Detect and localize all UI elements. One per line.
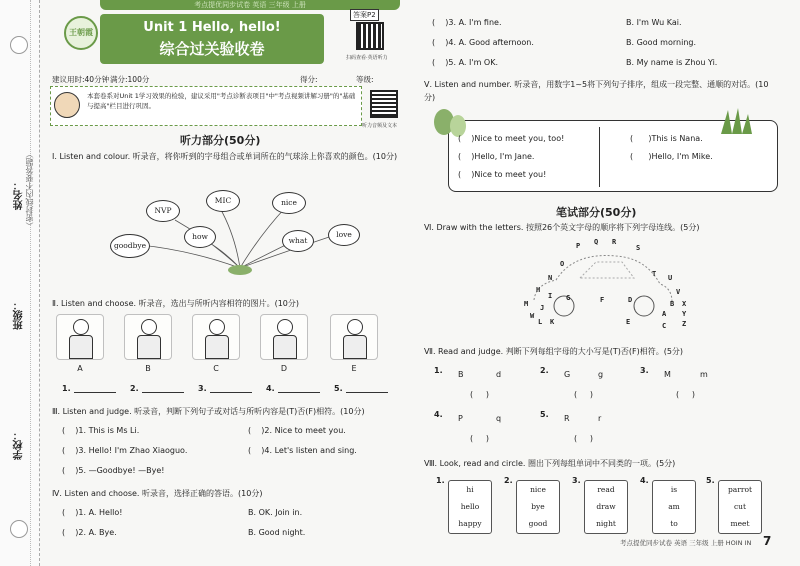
- answer-blank-2[interactable]: 2.: [130, 384, 184, 393]
- number-item-2[interactable]: ( )Hello, I'm Jane.: [458, 152, 535, 161]
- choice-item-3[interactable]: ( )3. A. I'm fine.: [432, 18, 502, 27]
- pair-lower: q: [496, 414, 502, 423]
- audio-qr-caption: 听力音频及文本: [362, 123, 398, 129]
- dot-letter-s[interactable]: S: [636, 244, 641, 252]
- balloon-love[interactable]: love: [328, 224, 360, 246]
- dot-letter-u[interactable]: U: [668, 274, 673, 282]
- paper-title: 综合过关验收卷: [159, 40, 265, 58]
- writing-heading: 笔试部分(50分): [556, 206, 637, 219]
- picture-letter: D: [280, 364, 288, 373]
- dot-letter-a[interactable]: A: [662, 310, 667, 318]
- dot-letter-z[interactable]: Z: [682, 320, 687, 328]
- answer-blank-5[interactable]: 5.: [334, 384, 388, 393]
- answer-blank-3[interactable]: 3.: [198, 384, 252, 393]
- section3-title: Ⅲ. Listen and judge. 听录音，判断下列句子或对话与所听内容是(T)否(F)相符。(10分): [52, 407, 365, 416]
- dot-letter-e[interactable]: E: [626, 318, 631, 326]
- unit-title: Unit 1 Hello, hello!: [143, 20, 281, 35]
- pair-number: 1.: [434, 366, 443, 375]
- word-card-3[interactable]: read draw night: [584, 480, 628, 534]
- dot-letter-d[interactable]: D: [628, 296, 633, 304]
- pair-lower: m: [700, 370, 708, 379]
- pair-number: 2.: [540, 366, 549, 375]
- dot-letter-k[interactable]: K: [550, 318, 555, 326]
- pair-number: 4.: [434, 410, 443, 419]
- word-card-1[interactable]: hi hello happy: [448, 480, 492, 534]
- dot-letter-n[interactable]: N: [548, 274, 553, 282]
- pair-upper: R: [564, 414, 570, 423]
- pair-answer-4[interactable]: ( ): [470, 434, 489, 443]
- section4-title: Ⅳ. Listen and choose. 听录音，选择正确的答语。(10分): [52, 489, 263, 498]
- picture-letter: E: [351, 364, 357, 373]
- dot-letter-r[interactable]: R: [612, 238, 617, 246]
- dot-letter-j[interactable]: J: [540, 304, 545, 312]
- pair-answer-2[interactable]: ( ): [574, 390, 593, 399]
- balloon-nice[interactable]: nice: [272, 192, 306, 214]
- brand-logo: 王朝霞: [64, 16, 98, 50]
- choice-item-2-b: B. Good night.: [248, 528, 306, 537]
- picture-d: [260, 314, 308, 360]
- group-number: 2.: [504, 476, 513, 485]
- section1-title: Ⅰ. Listen and colour. 听录音，将你听到的字母组合或单词所在的气球涂上你喜欢的颜色。(10分): [52, 152, 398, 161]
- dot-letter-m[interactable]: M: [524, 300, 529, 308]
- judge-item-3[interactable]: ( )3. Hello! I'm Zhao Xiaoguo.: [62, 446, 188, 455]
- listening-heading: 听力部分(50分): [180, 134, 261, 147]
- answer-blank-1[interactable]: 1.: [62, 384, 116, 393]
- series-bar: 考点提优同步试卷 英语 三年级 上册: [100, 0, 400, 10]
- picture-e: [330, 314, 378, 360]
- dot-letter-t[interactable]: T: [652, 270, 657, 278]
- pair-lower: d: [496, 370, 502, 379]
- name-label: 姓名：: [14, 180, 25, 210]
- section8-title: Ⅷ. Look, read and circle. 圈出下列每组单词中不同类的一项。(5分): [424, 459, 676, 468]
- picture-letter: B: [145, 364, 151, 373]
- number-item-4[interactable]: ( )This is Nana.: [630, 134, 703, 143]
- choice-item-5[interactable]: ( )5. A. I'm OK.: [432, 58, 498, 67]
- choice-item-4-b: B. Good morning.: [626, 38, 697, 47]
- word-card-2[interactable]: nice bye good: [516, 480, 560, 534]
- picture-c: [192, 314, 240, 360]
- judge-item-1[interactable]: ( )1. This is Ms Li.: [62, 426, 140, 435]
- choice-item-1-b: B. OK. Join in.: [248, 508, 303, 517]
- dot-letter-o[interactable]: O: [560, 260, 565, 268]
- dot-letter-l[interactable]: L: [538, 318, 543, 326]
- picture-letter: A: [77, 364, 83, 373]
- picture-a: [56, 314, 104, 360]
- dot-letter-f[interactable]: F: [600, 296, 605, 304]
- choice-item-1[interactable]: ( )1. A. Hello!: [62, 508, 123, 517]
- balloon-nvp[interactable]: NVP: [146, 200, 180, 222]
- number-item-5[interactable]: ( )Hello, I'm Mike.: [630, 152, 713, 161]
- audio-qr-icon[interactable]: [370, 90, 398, 118]
- section6-title: Ⅵ. Draw with the letters. 按照26个英文字母的顺序将下列字母连线。(5分): [424, 223, 700, 232]
- school-label: 学校：: [14, 430, 25, 460]
- picture-letter: C: [213, 364, 219, 373]
- pair-upper: M: [664, 370, 671, 379]
- picture-b: [124, 314, 172, 360]
- choice-item-5-b: B. My name is Zhou Yi.: [626, 58, 718, 67]
- choice-item-2[interactable]: ( )2. A. Bye.: [62, 528, 117, 537]
- title-banner: [100, 14, 324, 64]
- full-score: 满分:100分: [110, 75, 150, 84]
- dot-letter-b[interactable]: B: [670, 300, 675, 308]
- dot-letter-q[interactable]: Q: [594, 238, 599, 246]
- section7-title: Ⅶ. Read and judge. 判断下列每组字母的大小写是(T)否(F)相符。(5分): [424, 347, 684, 356]
- balloon-mic[interactable]: MIC: [206, 190, 240, 212]
- pair-number: 5.: [540, 410, 549, 419]
- class-label: 班级：: [14, 300, 25, 330]
- judge-item-5[interactable]: ( )5. —Goodbye! —Bye!: [62, 466, 165, 475]
- car-outline: [526, 248, 676, 318]
- pair-answer-3[interactable]: ( ): [676, 390, 695, 399]
- seal-note: （密封线内不要答题）: [25, 150, 34, 230]
- seal-line: [30, 0, 31, 566]
- dot-letter-w[interactable]: W: [530, 312, 535, 320]
- binding-hole: [10, 36, 28, 54]
- answer-blank-4[interactable]: 4.: [266, 384, 320, 393]
- pair-answer-1[interactable]: ( ): [470, 390, 489, 399]
- word-card-5[interactable]: parrot cut meet: [718, 480, 762, 534]
- group-number: 5.: [706, 476, 715, 485]
- mascot-icon: [54, 92, 80, 118]
- pair-lower: r: [598, 414, 602, 423]
- answer-reference: 答案P2: [350, 9, 379, 21]
- grade-label: 等级:: [356, 75, 374, 84]
- dot-letter-p[interactable]: P: [576, 242, 581, 250]
- pair-upper: G: [564, 370, 571, 379]
- group-number: 1.: [436, 476, 445, 485]
- judge-item-2[interactable]: ( )2. Nice to meet you.: [248, 426, 346, 435]
- group-number: 3.: [572, 476, 581, 485]
- balloon-goodbye[interactable]: goodbye: [110, 234, 150, 258]
- page-number: 7: [763, 534, 772, 548]
- dot-letter-v[interactable]: V: [676, 288, 681, 296]
- binding-strip: [0, 0, 40, 566]
- dot-letter-i[interactable]: I: [548, 292, 553, 300]
- dot-letter-h[interactable]: H: [536, 286, 541, 294]
- judge-item-4[interactable]: ( )4. Let's listen and sing.: [248, 446, 357, 455]
- group-number: 4.: [640, 476, 649, 485]
- dot-letter-y[interactable]: Y: [682, 310, 687, 318]
- dot-letter-x[interactable]: X: [682, 300, 687, 308]
- dot-letter-c[interactable]: C: [662, 322, 667, 330]
- pair-answer-5[interactable]: ( ): [574, 434, 593, 443]
- grass-decoration-icon: [716, 106, 756, 136]
- qr-code-icon[interactable]: [356, 22, 384, 50]
- pair-upper: P: [458, 414, 463, 423]
- dot-letter-g[interactable]: G: [566, 294, 571, 302]
- balloon-what[interactable]: what: [282, 230, 314, 252]
- section2-title: Ⅱ. Listen and choose. 听录音，选出与所听内容相符的图片。(10分): [52, 299, 299, 308]
- qr-caption: 扫码查看·英语听力: [346, 55, 388, 61]
- word-card-4[interactable]: is am to: [652, 480, 696, 534]
- number-item-3[interactable]: ( )Nice to meet you!: [458, 170, 547, 179]
- page-footer: 考点提优同步试卷 英语 三年级 上册 HOIN IN: [620, 539, 752, 547]
- pair-lower: g: [598, 370, 604, 379]
- section5-title: Ⅴ. Listen and number. 听录音，用数字1~5将下列句子排序，组成一段完整、通顺的对话。(10分): [424, 80, 769, 102]
- balloon-how[interactable]: how: [184, 226, 216, 248]
- number-item-1[interactable]: ( )Nice to meet you, too!: [458, 134, 565, 143]
- pair-upper: B: [458, 370, 464, 379]
- binding-hole: [10, 520, 28, 538]
- choice-item-4[interactable]: ( )4. A. Good afternoon.: [432, 38, 534, 47]
- pair-number: 3.: [640, 366, 649, 375]
- score-label: 得分:: [300, 75, 318, 84]
- choice-item-3-b: B. I'm Wu Kai.: [626, 18, 682, 27]
- time-suggest: 建议用时:40分钟: [52, 75, 110, 84]
- study-note: 本套卷系对Unit 1学习效果的检验，建议采用"考点诊断表项目"中"考点视频讲解习册"的"基础与提高"栏目进行巩固。: [50, 86, 362, 126]
